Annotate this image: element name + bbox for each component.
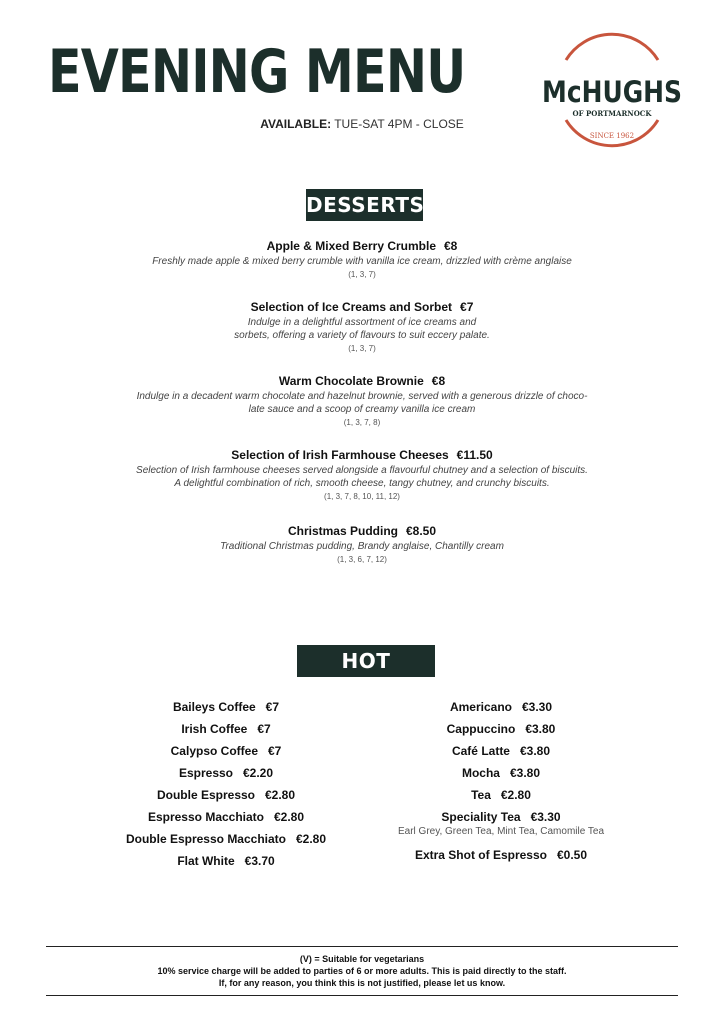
drink-item <box>96 743 356 765</box>
logo-name: McHUGHS <box>542 75 682 109</box>
dessert-item <box>90 239 634 280</box>
drink-name: Espresso <box>178 766 233 780</box>
dessert-name: Apple & Mixed Berry Crumble <box>266 239 436 253</box>
dessert-item <box>90 374 634 428</box>
dessert-allergens: (1, 3, 7, 8) <box>343 418 381 427</box>
drink-price: €2.80 <box>296 832 327 846</box>
drink-price: €2.80 <box>274 810 305 824</box>
dessert-item <box>90 524 634 565</box>
drink-item <box>96 787 356 809</box>
dessert-description: Indulge in a delightful assortment of ice creams and <box>247 317 477 328</box>
availability-hours: TUE-SAT 4PM - CLOSE <box>334 117 464 131</box>
dessert-price: €8.50 <box>405 524 437 538</box>
drink-item <box>96 765 356 787</box>
dessert-description: Selection of Irish farmhouse cheeses served alongside a flavourful chutney and a selection of biscuits. <box>136 465 588 476</box>
dessert-name: Warm Chocolate Brownie <box>278 374 424 388</box>
drink-price: €3.30 <box>530 810 561 824</box>
drink-item <box>371 699 631 721</box>
drink-item <box>371 787 631 809</box>
dessert-item <box>90 300 634 354</box>
drink-name: Baileys Coffee <box>172 700 256 714</box>
dessert-description: Indulge in a decadent warm chocolate and hazelnut brownie, served with a generous drizzle of choco- <box>136 391 588 402</box>
dessert-name: Selection of Ice Creams and Sorbet <box>250 300 453 314</box>
drinks-right-column <box>371 699 631 869</box>
dessert-description-line2: late sauce and a scoop of creamy vanilla ice cream <box>248 404 476 415</box>
drink-item <box>371 743 631 765</box>
footer-vegetarian-note: (V) = Suitable for vegetarians <box>299 954 425 964</box>
dessert-description: Freshly made apple & mixed berry crumble with vanilla ice cream, drizzled with crème anglaise <box>152 256 572 267</box>
availability-label: AVAILABLE: <box>260 117 332 131</box>
hot-drinks-heading: HOT DRINKS <box>297 645 435 677</box>
dessert-description: Traditional Christmas pudding, Brandy anglaise, Chantilly cream <box>220 541 504 552</box>
dessert-price: €8 <box>431 374 446 388</box>
logo-subtitle: OF PORTMARNOCK <box>572 109 652 118</box>
drink-name: Espresso Macchiato <box>147 810 264 824</box>
logo-since: SINCE 1962 <box>589 132 635 140</box>
dessert-name: Christmas Pudding <box>287 524 398 538</box>
drinks-left-column <box>96 699 356 875</box>
drink-item <box>371 847 631 869</box>
drink-price: €7 <box>268 744 282 758</box>
dessert-description-line2: A delightful combination of rich, smooth cheese, tangy chutney, and crunchy biscuits. <box>174 478 550 489</box>
drink-item <box>96 721 356 743</box>
drink-item <box>96 853 356 875</box>
menu-title: EVENING MENU <box>48 37 466 107</box>
drink-name: Extra Shot of Espresso <box>414 848 547 862</box>
desserts-heading: DESSERTS <box>306 189 423 221</box>
dessert-item <box>90 448 634 502</box>
drink-name: Double Espresso Macchiato <box>125 832 286 846</box>
speciality-tea-note: Earl Grey, Green Tea, Mint Tea, Camomile Tea <box>397 826 604 837</box>
drink-name: Irish Coffee <box>181 722 248 736</box>
footer-top-divider <box>46 946 678 947</box>
drink-price: €3.80 <box>525 722 556 736</box>
dessert-allergens: (1, 3, 6, 7, 12) <box>337 555 387 564</box>
drink-price: €0.50 <box>557 848 588 862</box>
drink-price: €2.20 <box>243 766 274 780</box>
drink-price: €7 <box>257 722 271 736</box>
drink-item <box>96 831 356 853</box>
dessert-price: €7 <box>460 300 474 314</box>
footer-service-charge-note: 10% service charge will be added to parties of 6 or more adults. This is paid directly to the staff. <box>157 966 567 976</box>
footer-feedback-note: If, for any reason, you think this is not justified, please let us know. <box>218 978 506 988</box>
drink-name: Double Espresso <box>156 788 255 802</box>
drink-name: Tea <box>471 788 491 802</box>
drink-item <box>371 765 631 787</box>
drink-price: €7 <box>265 700 280 714</box>
drink-price: €2.80 <box>500 788 531 802</box>
dessert-description-line2: sorbets, offering a variety of flavours to suit eccery palate. <box>234 330 490 341</box>
dessert-allergens: (1, 3, 7) <box>348 344 376 353</box>
drink-name: Flat White <box>177 854 235 868</box>
dessert-allergens: (1, 3, 7) <box>348 270 376 279</box>
dessert-price: €8 <box>444 239 458 253</box>
drink-name: Cappuccino <box>446 722 516 736</box>
drink-price: €3.80 <box>519 744 551 758</box>
drink-price: €3.80 <box>509 766 541 780</box>
drink-name: Speciality Tea <box>441 810 521 824</box>
drink-name: Café Latte <box>451 744 510 758</box>
drink-price: €3.30 <box>522 700 553 714</box>
drink-price: €2.80 <box>265 788 296 802</box>
drink-item <box>96 699 356 721</box>
dessert-price: €11.50 <box>456 448 493 462</box>
footer-bottom-divider <box>46 995 678 996</box>
drink-item <box>96 809 356 831</box>
dessert-allergens: (1, 3, 7, 8, 10, 11, 12) <box>324 492 400 501</box>
footer-notes <box>0 953 724 989</box>
mchughs-logo <box>536 34 688 146</box>
dessert-name: Selection of Irish Farmhouse Cheeses <box>231 448 449 462</box>
drink-name: Calypso Coffee <box>170 744 258 758</box>
drink-item <box>371 721 631 743</box>
drink-price: €3.70 <box>244 854 275 868</box>
drink-name: Americano <box>449 700 512 714</box>
drink-name: Mocha <box>461 766 500 780</box>
